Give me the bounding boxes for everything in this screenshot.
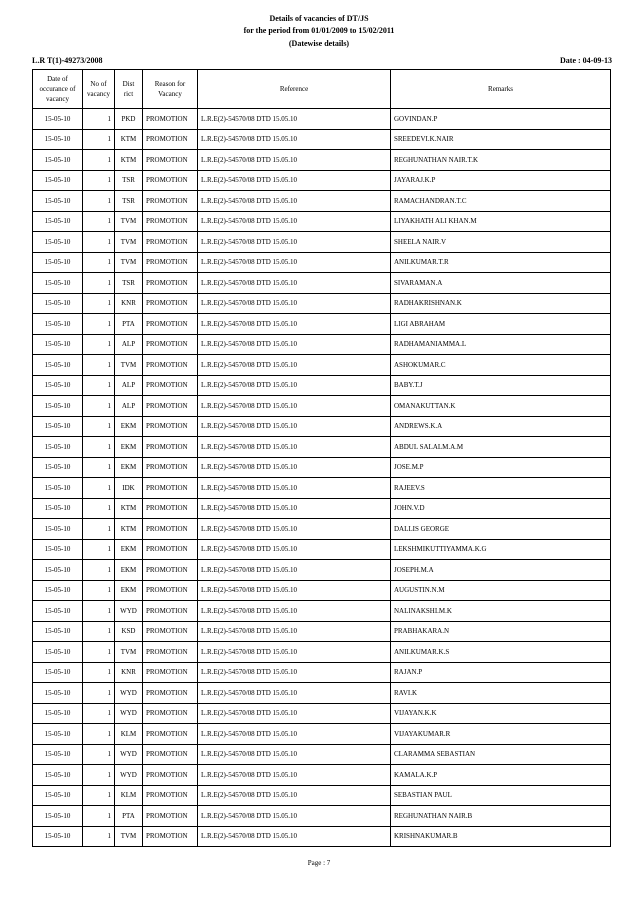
cell-date: 15-05-10: [33, 375, 83, 396]
cell-reason: PROMOTION: [143, 273, 198, 294]
cell-vacancy-count: 1: [83, 539, 115, 560]
cell-district: WYD: [115, 744, 143, 765]
cell-reference: L.R.E(2)-54570/08 DTD 15.05.10: [198, 170, 391, 191]
cell-date: 15-05-10: [33, 478, 83, 499]
cell-reference: L.R.E(2)-54570/08 DTD 15.05.10: [198, 703, 391, 724]
cell-date: 15-05-10: [33, 560, 83, 581]
cell-district: TVM: [115, 826, 143, 847]
cell-district: KLM: [115, 724, 143, 745]
cell-reason: PROMOTION: [143, 191, 198, 212]
cell-vacancy-count: 1: [83, 211, 115, 232]
table-row: [33, 724, 611, 745]
cell-district: KTM: [115, 129, 143, 150]
table-row: [33, 170, 611, 191]
header-row: [33, 70, 611, 109]
cell-reason: PROMOTION: [143, 293, 198, 314]
cell-date: 15-05-10: [33, 211, 83, 232]
cell-vacancy-count: 1: [83, 826, 115, 847]
cell-vacancy-count: 1: [83, 170, 115, 191]
cell-date: 15-05-10: [33, 519, 83, 540]
cell-district: EKM: [115, 457, 143, 478]
cell-vacancy-count: 1: [83, 683, 115, 704]
cell-district: KNR: [115, 293, 143, 314]
table-row: [33, 416, 611, 437]
cell-district: WYD: [115, 601, 143, 622]
cell-remarks: LIGI ABRAHAM: [391, 314, 611, 335]
cell-district: WYD: [115, 703, 143, 724]
cell-reason: PROMOTION: [143, 703, 198, 724]
cell-reason: PROMOTION: [143, 416, 198, 437]
cell-remarks: BABY.T.J: [391, 375, 611, 396]
cell-vacancy-count: 1: [83, 334, 115, 355]
cell-date: 15-05-10: [33, 457, 83, 478]
cell-date: 15-05-10: [33, 601, 83, 622]
cell-reference: L.R.E(2)-54570/08 DTD 15.05.10: [198, 498, 391, 519]
table-row: [33, 478, 611, 499]
cell-remarks: ANILKUMAR.K.S: [391, 642, 611, 663]
table-row: [33, 662, 611, 683]
table-row: [33, 785, 611, 806]
cell-vacancy-count: 1: [83, 744, 115, 765]
cell-remarks: SIVARAMAN.A: [391, 273, 611, 294]
column-header-date: Date of occurance of vacancy: [33, 70, 83, 109]
cell-reference: L.R.E(2)-54570/08 DTD 15.05.10: [198, 765, 391, 786]
cell-reference: L.R.E(2)-54570/08 DTD 15.05.10: [198, 211, 391, 232]
table-row: [33, 252, 611, 273]
cell-date: 15-05-10: [33, 314, 83, 335]
cell-remarks: DALLIS GEORGE: [391, 519, 611, 540]
cell-reference: L.R.E(2)-54570/08 DTD 15.05.10: [198, 662, 391, 683]
cell-date: 15-05-10: [33, 191, 83, 212]
cell-date: 15-05-10: [33, 355, 83, 376]
cell-reason: PROMOTION: [143, 826, 198, 847]
cell-vacancy-count: 1: [83, 150, 115, 171]
cell-remarks: RAJEEV.S: [391, 478, 611, 499]
cell-district: PTA: [115, 314, 143, 335]
cell-district: TSR: [115, 170, 143, 191]
cell-reference: L.R.E(2)-54570/08 DTD 15.05.10: [198, 519, 391, 540]
cell-remarks: RAMACHANDRAN.T.C: [391, 191, 611, 212]
cell-date: 15-05-10: [33, 806, 83, 827]
cell-reason: PROMOTION: [143, 785, 198, 806]
cell-reason: PROMOTION: [143, 437, 198, 458]
cell-reference: L.R.E(2)-54570/08 DTD 15.05.10: [198, 355, 391, 376]
cell-reason: PROMOTION: [143, 724, 198, 745]
cell-vacancy-count: 1: [83, 519, 115, 540]
cell-date: 15-05-10: [33, 437, 83, 458]
table-row: [33, 375, 611, 396]
cell-remarks: KAMALA.K.P: [391, 765, 611, 786]
cell-date: 15-05-10: [33, 826, 83, 847]
cell-reference: L.R.E(2)-54570/08 DTD 15.05.10: [198, 334, 391, 355]
cell-vacancy-count: 1: [83, 621, 115, 642]
cell-remarks: GOVINDAN.P: [391, 109, 611, 130]
table-row: [33, 355, 611, 376]
cell-reference: L.R.E(2)-54570/08 DTD 15.05.10: [198, 539, 391, 560]
table-row: [33, 539, 611, 560]
cell-reason: PROMOTION: [143, 375, 198, 396]
cell-reference: L.R.E(2)-54570/08 DTD 15.05.10: [198, 375, 391, 396]
cell-reference: L.R.E(2)-54570/08 DTD 15.05.10: [198, 744, 391, 765]
cell-district: EKM: [115, 437, 143, 458]
cell-vacancy-count: 1: [83, 437, 115, 458]
table-row: [33, 273, 611, 294]
table-header: [33, 70, 611, 109]
cell-date: 15-05-10: [33, 273, 83, 294]
cell-date: 15-05-10: [33, 744, 83, 765]
table-row: [33, 211, 611, 232]
table-row: [33, 293, 611, 314]
cell-remarks: RAVI.K: [391, 683, 611, 704]
cell-date: 15-05-10: [33, 498, 83, 519]
cell-remarks: CLARAMMA SEBASTIAN: [391, 744, 611, 765]
cell-reason: PROMOTION: [143, 150, 198, 171]
cell-date: 15-05-10: [33, 170, 83, 191]
cell-vacancy-count: 1: [83, 560, 115, 581]
cell-reference: L.R.E(2)-54570/08 DTD 15.05.10: [198, 478, 391, 499]
cell-reason: PROMOTION: [143, 498, 198, 519]
cell-reason: PROMOTION: [143, 109, 198, 130]
cell-date: 15-05-10: [33, 785, 83, 806]
table-row: [33, 621, 611, 642]
cell-reference: L.R.E(2)-54570/08 DTD 15.05.10: [198, 150, 391, 171]
cell-reference: L.R.E(2)-54570/08 DTD 15.05.10: [198, 560, 391, 581]
cell-date: 15-05-10: [33, 621, 83, 642]
cell-reason: PROMOTION: [143, 560, 198, 581]
cell-reference: L.R.E(2)-54570/08 DTD 15.05.10: [198, 191, 391, 212]
cell-vacancy-count: 1: [83, 314, 115, 335]
cell-reference: L.R.E(2)-54570/08 DTD 15.05.10: [198, 396, 391, 417]
cell-vacancy-count: 1: [83, 765, 115, 786]
cell-district: KLM: [115, 785, 143, 806]
cell-remarks: RADHAKRISHNAN.K: [391, 293, 611, 314]
cell-vacancy-count: 1: [83, 416, 115, 437]
cell-date: 15-05-10: [33, 334, 83, 355]
document-subtitle: (Datewise details): [288, 39, 350, 48]
cell-reference: L.R.E(2)-54570/08 DTD 15.05.10: [198, 806, 391, 827]
table-row: [33, 457, 611, 478]
cell-vacancy-count: 1: [83, 601, 115, 622]
cell-vacancy-count: 1: [83, 129, 115, 150]
cell-vacancy-count: 1: [83, 109, 115, 130]
cell-reason: PROMOTION: [143, 129, 198, 150]
cell-date: 15-05-10: [33, 662, 83, 683]
cell-remarks: RAJAN.P: [391, 662, 611, 683]
cell-remarks: VIJAYAKUMAR.R: [391, 724, 611, 745]
cell-reference: L.R.E(2)-54570/08 DTD 15.05.10: [198, 642, 391, 663]
cell-reason: PROMOTION: [143, 806, 198, 827]
cell-remarks: PRABHAKARA.N: [391, 621, 611, 642]
cell-remarks: KRISHNAKUMAR.B: [391, 826, 611, 847]
table-row: [33, 806, 611, 827]
cell-date: 15-05-10: [33, 150, 83, 171]
cell-reason: PROMOTION: [143, 580, 198, 601]
table-row: [33, 826, 611, 847]
cell-date: 15-05-10: [33, 232, 83, 253]
cell-vacancy-count: 1: [83, 662, 115, 683]
cell-vacancy-count: 1: [83, 375, 115, 396]
cell-district: IDK: [115, 478, 143, 499]
cell-reason: PROMOTION: [143, 355, 198, 376]
cell-reference: L.R.E(2)-54570/08 DTD 15.05.10: [198, 437, 391, 458]
table-row: [33, 232, 611, 253]
cell-remarks: JOSE.M.P: [391, 457, 611, 478]
cell-reason: PROMOTION: [143, 252, 198, 273]
cell-vacancy-count: 1: [83, 806, 115, 827]
cell-reason: PROMOTION: [143, 662, 198, 683]
table-row: [33, 396, 611, 417]
cell-reference: L.R.E(2)-54570/08 DTD 15.05.10: [198, 232, 391, 253]
cell-reference: L.R.E(2)-54570/08 DTD 15.05.10: [198, 252, 391, 273]
table-body: [33, 109, 611, 847]
cell-reference: L.R.E(2)-54570/08 DTD 15.05.10: [198, 416, 391, 437]
cell-reason: PROMOTION: [143, 621, 198, 642]
cell-reason: PROMOTION: [143, 396, 198, 417]
cell-reference: L.R.E(2)-54570/08 DTD 15.05.10: [198, 724, 391, 745]
cell-reference: L.R.E(2)-54570/08 DTD 15.05.10: [198, 109, 391, 130]
cell-date: 15-05-10: [33, 724, 83, 745]
cell-remarks: ANDREWS.K.A: [391, 416, 611, 437]
cell-district: PTA: [115, 806, 143, 827]
cell-remarks: REGHUNATHAN NAIR.T.K: [391, 150, 611, 171]
cell-remarks: LEKSHMIKUTTIYAMMA.K.G: [391, 539, 611, 560]
cell-date: 15-05-10: [33, 416, 83, 437]
cell-date: 15-05-10: [33, 293, 83, 314]
cell-reference: L.R.E(2)-54570/08 DTD 15.05.10: [198, 580, 391, 601]
table-row: [33, 683, 611, 704]
cell-vacancy-count: 1: [83, 293, 115, 314]
column-header-remarks: Remarks: [391, 70, 611, 109]
cell-district: KTM: [115, 150, 143, 171]
cell-remarks: RADHAMANIAMMA.L: [391, 334, 611, 355]
table-row: [33, 765, 611, 786]
cell-reason: PROMOTION: [143, 232, 198, 253]
cell-vacancy-count: 1: [83, 232, 115, 253]
cell-reason: PROMOTION: [143, 314, 198, 335]
table-row: [33, 601, 611, 622]
cell-district: WYD: [115, 765, 143, 786]
cell-district: WYD: [115, 683, 143, 704]
cell-vacancy-count: 1: [83, 273, 115, 294]
cell-remarks: SREEDEVI.K.NAIR: [391, 129, 611, 150]
cell-vacancy-count: 1: [83, 478, 115, 499]
cell-district: KNR: [115, 662, 143, 683]
cell-district: KTM: [115, 498, 143, 519]
cell-vacancy-count: 1: [83, 724, 115, 745]
cell-district: EKM: [115, 580, 143, 601]
cell-remarks: JOSEPH.M.A: [391, 560, 611, 581]
cell-date: 15-05-10: [33, 683, 83, 704]
cell-date: 15-05-10: [33, 539, 83, 560]
cell-date: 15-05-10: [33, 580, 83, 601]
cell-district: TSR: [115, 191, 143, 212]
cell-vacancy-count: 1: [83, 355, 115, 376]
cell-reason: PROMOTION: [143, 478, 198, 499]
cell-remarks: NALINAKSHI.M.K: [391, 601, 611, 622]
cell-reason: PROMOTION: [143, 519, 198, 540]
cell-remarks: OMANAKUTTAN.K: [391, 396, 611, 417]
cell-reference: L.R.E(2)-54570/08 DTD 15.05.10: [198, 314, 391, 335]
document-period: for the period from 01/01/2009 to 15/02/2011: [243, 26, 395, 35]
cell-district: ALP: [115, 334, 143, 355]
cell-district: EKM: [115, 560, 143, 581]
cell-reason: PROMOTION: [143, 457, 198, 478]
table-row: [33, 744, 611, 765]
cell-reference: L.R.E(2)-54570/08 DTD 15.05.10: [198, 785, 391, 806]
cell-remarks: AUGUSTIN.N.M: [391, 580, 611, 601]
cell-vacancy-count: 1: [83, 785, 115, 806]
cell-remarks: JAYARAJ.K.P: [391, 170, 611, 191]
cell-reason: PROMOTION: [143, 539, 198, 560]
cell-reason: PROMOTION: [143, 211, 198, 232]
table-row: [33, 109, 611, 130]
column-header-district: Dist rict: [115, 70, 143, 109]
table-row: [33, 519, 611, 540]
cell-reference: L.R.E(2)-54570/08 DTD 15.05.10: [198, 601, 391, 622]
column-header-reason: Reason for Vacancy: [143, 70, 198, 109]
cell-vacancy-count: 1: [83, 396, 115, 417]
cell-date: 15-05-10: [33, 642, 83, 663]
cell-date: 15-05-10: [33, 765, 83, 786]
cell-date: 15-05-10: [33, 252, 83, 273]
report-date: Date : 04-09-13: [560, 56, 612, 65]
cell-reference: L.R.E(2)-54570/08 DTD 15.05.10: [198, 621, 391, 642]
cell-district: EKM: [115, 416, 143, 437]
cell-district: TVM: [115, 252, 143, 273]
cell-reason: PROMOTION: [143, 744, 198, 765]
cell-district: ALP: [115, 375, 143, 396]
table-row: [33, 191, 611, 212]
column-header-no: No of vacancy: [83, 70, 115, 109]
cell-reference: L.R.E(2)-54570/08 DTD 15.05.10: [198, 273, 391, 294]
column-header-reference: Reference: [198, 70, 391, 109]
cell-district: TVM: [115, 232, 143, 253]
cell-reason: PROMOTION: [143, 642, 198, 663]
cell-reference: L.R.E(2)-54570/08 DTD 15.05.10: [198, 129, 391, 150]
cell-reference: L.R.E(2)-54570/08 DTD 15.05.10: [198, 293, 391, 314]
cell-vacancy-count: 1: [83, 191, 115, 212]
cell-reference: L.R.E(2)-54570/08 DTD 15.05.10: [198, 826, 391, 847]
cell-district: TVM: [115, 642, 143, 663]
cell-district: TSR: [115, 273, 143, 294]
cell-district: PKD: [115, 109, 143, 130]
cell-reference: L.R.E(2)-54570/08 DTD 15.05.10: [198, 457, 391, 478]
table-row: [33, 580, 611, 601]
table-row: [33, 437, 611, 458]
cell-remarks: LIYAKHATH ALI KHAN.M: [391, 211, 611, 232]
table-row: [33, 703, 611, 724]
cell-reason: PROMOTION: [143, 334, 198, 355]
cell-vacancy-count: 1: [83, 580, 115, 601]
cell-remarks: REGHUNATHAN NAIR.B: [391, 806, 611, 827]
table-row: [33, 560, 611, 581]
cell-district: TVM: [115, 211, 143, 232]
cell-district: TVM: [115, 355, 143, 376]
cell-vacancy-count: 1: [83, 252, 115, 273]
cell-remarks: ABDUL SALALM.A.M: [391, 437, 611, 458]
cell-district: EKM: [115, 539, 143, 560]
table-row: [33, 334, 611, 355]
cell-remarks: SEBASTIAN PAUL: [391, 785, 611, 806]
page-number: Page : 7: [307, 859, 331, 867]
document-title: Details of vacancies of DT/JS: [269, 14, 369, 23]
reference-number: L.R T(1)-49273/2008: [32, 56, 103, 65]
table-row: [33, 129, 611, 150]
cell-reason: PROMOTION: [143, 683, 198, 704]
cell-remarks: SHEELA NAIR.V: [391, 232, 611, 253]
cell-remarks: VIJAYAN.K.K: [391, 703, 611, 724]
cell-reason: PROMOTION: [143, 170, 198, 191]
table-row: [33, 314, 611, 335]
cell-district: KSD: [115, 621, 143, 642]
table-row: [33, 642, 611, 663]
cell-vacancy-count: 1: [83, 457, 115, 478]
cell-reference: L.R.E(2)-54570/08 DTD 15.05.10: [198, 683, 391, 704]
table-row: [33, 498, 611, 519]
cell-vacancy-count: 1: [83, 703, 115, 724]
cell-date: 15-05-10: [33, 703, 83, 724]
cell-reason: PROMOTION: [143, 765, 198, 786]
vacancy-table: [32, 69, 611, 847]
cell-reason: PROMOTION: [143, 601, 198, 622]
cell-remarks: ASHOKUMAR.C: [391, 355, 611, 376]
cell-district: ALP: [115, 396, 143, 417]
cell-vacancy-count: 1: [83, 642, 115, 663]
cell-date: 15-05-10: [33, 396, 83, 417]
cell-vacancy-count: 1: [83, 498, 115, 519]
cell-district: KTM: [115, 519, 143, 540]
cell-remarks: ANILKUMAR.T.R: [391, 252, 611, 273]
cell-remarks: JOHN.V.D: [391, 498, 611, 519]
table-row: [33, 150, 611, 171]
cell-date: 15-05-10: [33, 109, 83, 130]
cell-date: 15-05-10: [33, 129, 83, 150]
